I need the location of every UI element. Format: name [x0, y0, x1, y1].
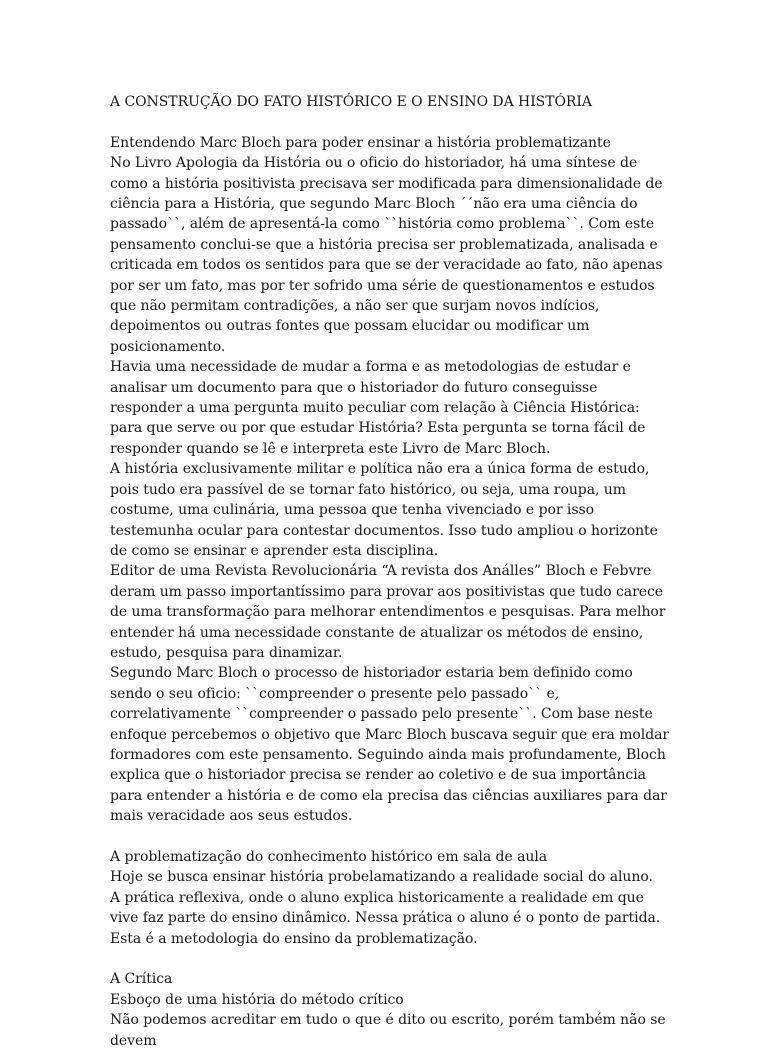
paragraph: Segundo Marc Bloch o processo de historiador estaria bem definido como sendo o seu oficio: ``compreender o presente pelo passado`` e, correlativamente ``compreender o passado pelo presente``. Com base neste enfoque percebemos o objetivo que Marc Bloch buscava seguir que era moldar formadores com este pensamento. Seguindo ainda mais profundamente, Bloch explica que o historiador precisa se render ao coletivo e de sua importância para entender a história e de como ela precisa das ciências auxiliares para dar mais veracidade aos seus estudos. [110, 665, 670, 825]
section-heading: Entendendo Marc Bloch para poder ensinar a história problematizante [110, 134, 611, 151]
document-page [110, 92, 670, 1051]
blank-line [110, 949, 670, 969]
paragraph: A história exclusivamente militar e política não era a única forma de estudo, pois tudo era passível de se tornar fato histórico, ou seja, uma roupa, um costume, uma culinária, uma pessoa que tenha vivenciado e por isso testemunha ocular para contestar documentos. Isso tudo ampliou o horizonte de como se ensinar e aprender esta disciplina. [110, 461, 658, 559]
section-heading: A Crítica [110, 971, 173, 988]
paragraph: Hoje se busca ensinar história probelamatizando a realidade social do aluno. [110, 869, 653, 886]
blank-line [110, 827, 670, 847]
blank-line [110, 112, 670, 132]
section-heading: A problematização do conhecimento histórico em sala de aula [110, 849, 548, 865]
paragraph: A prática reflexiva, onde o aluno explica historicamente a realidade em que vive faz parte do ensino dinâmico. Nessa prática o aluno é o ponto de partida. [110, 889, 661, 927]
paragraph: Editor de uma Revista Revolucionária “A revista dos Análles” Bloch e Febvre deram um passo importantíssimo para provar aos positivistas que tudo carece de uma transformação para melhorar entendimentos e pesquisas. Para melhor entender há uma necessidade constante de atualizar os métodos de ensino, estudo, pesquisa para dinamizar. [110, 563, 666, 661]
document-title: A CONSTRUÇÃO DO FATO HISTÓRICO E O ENSINO DA HISTÓRIA [110, 94, 592, 110]
paragraph: Havia uma necessidade de mudar a forma e as metodologias de estudar e analisar um documento para que o historiador do futuro conseguisse responder a uma pergunta muito peculiar com relação à Ciência Histórica: para que serve ou por que estudar História? Esta pergunta se torna fácil de responder quando se lê e interpreta este Livro de Marc Bloch. [110, 359, 646, 457]
section-subheading: Esboço de uma história do método crítico [110, 991, 404, 1008]
paragraph: Esta é a metodologia do ensino da problematização. [110, 930, 478, 947]
paragraph: No Livro Apologia da História ou o oficio do historiador, há uma síntese de como a história positivista precisava ser modificada para dimensionalidade de ciência para a História, que segundo Marc Bloch ´´não era uma ciência do passado``, além de apresentá-la como ``história como problema``. Com este pensamento conclui-se que a história precisa ser problematizada, analisada e criticada em todos os sentidos para que se der veracidade ao fato, não apenas por ser um fato, mas por ter sofrido uma série de questionamentos e estudos que não permitam contradições, a não ser que surjam novos indícios, depoimentos ou outras fontes que possam elucidar ou modificar um posicionamento. [110, 155, 663, 355]
paragraph: Não podemos acreditar em tudo o que é dito ou escrito, porém também não se devem [110, 1012, 666, 1049]
